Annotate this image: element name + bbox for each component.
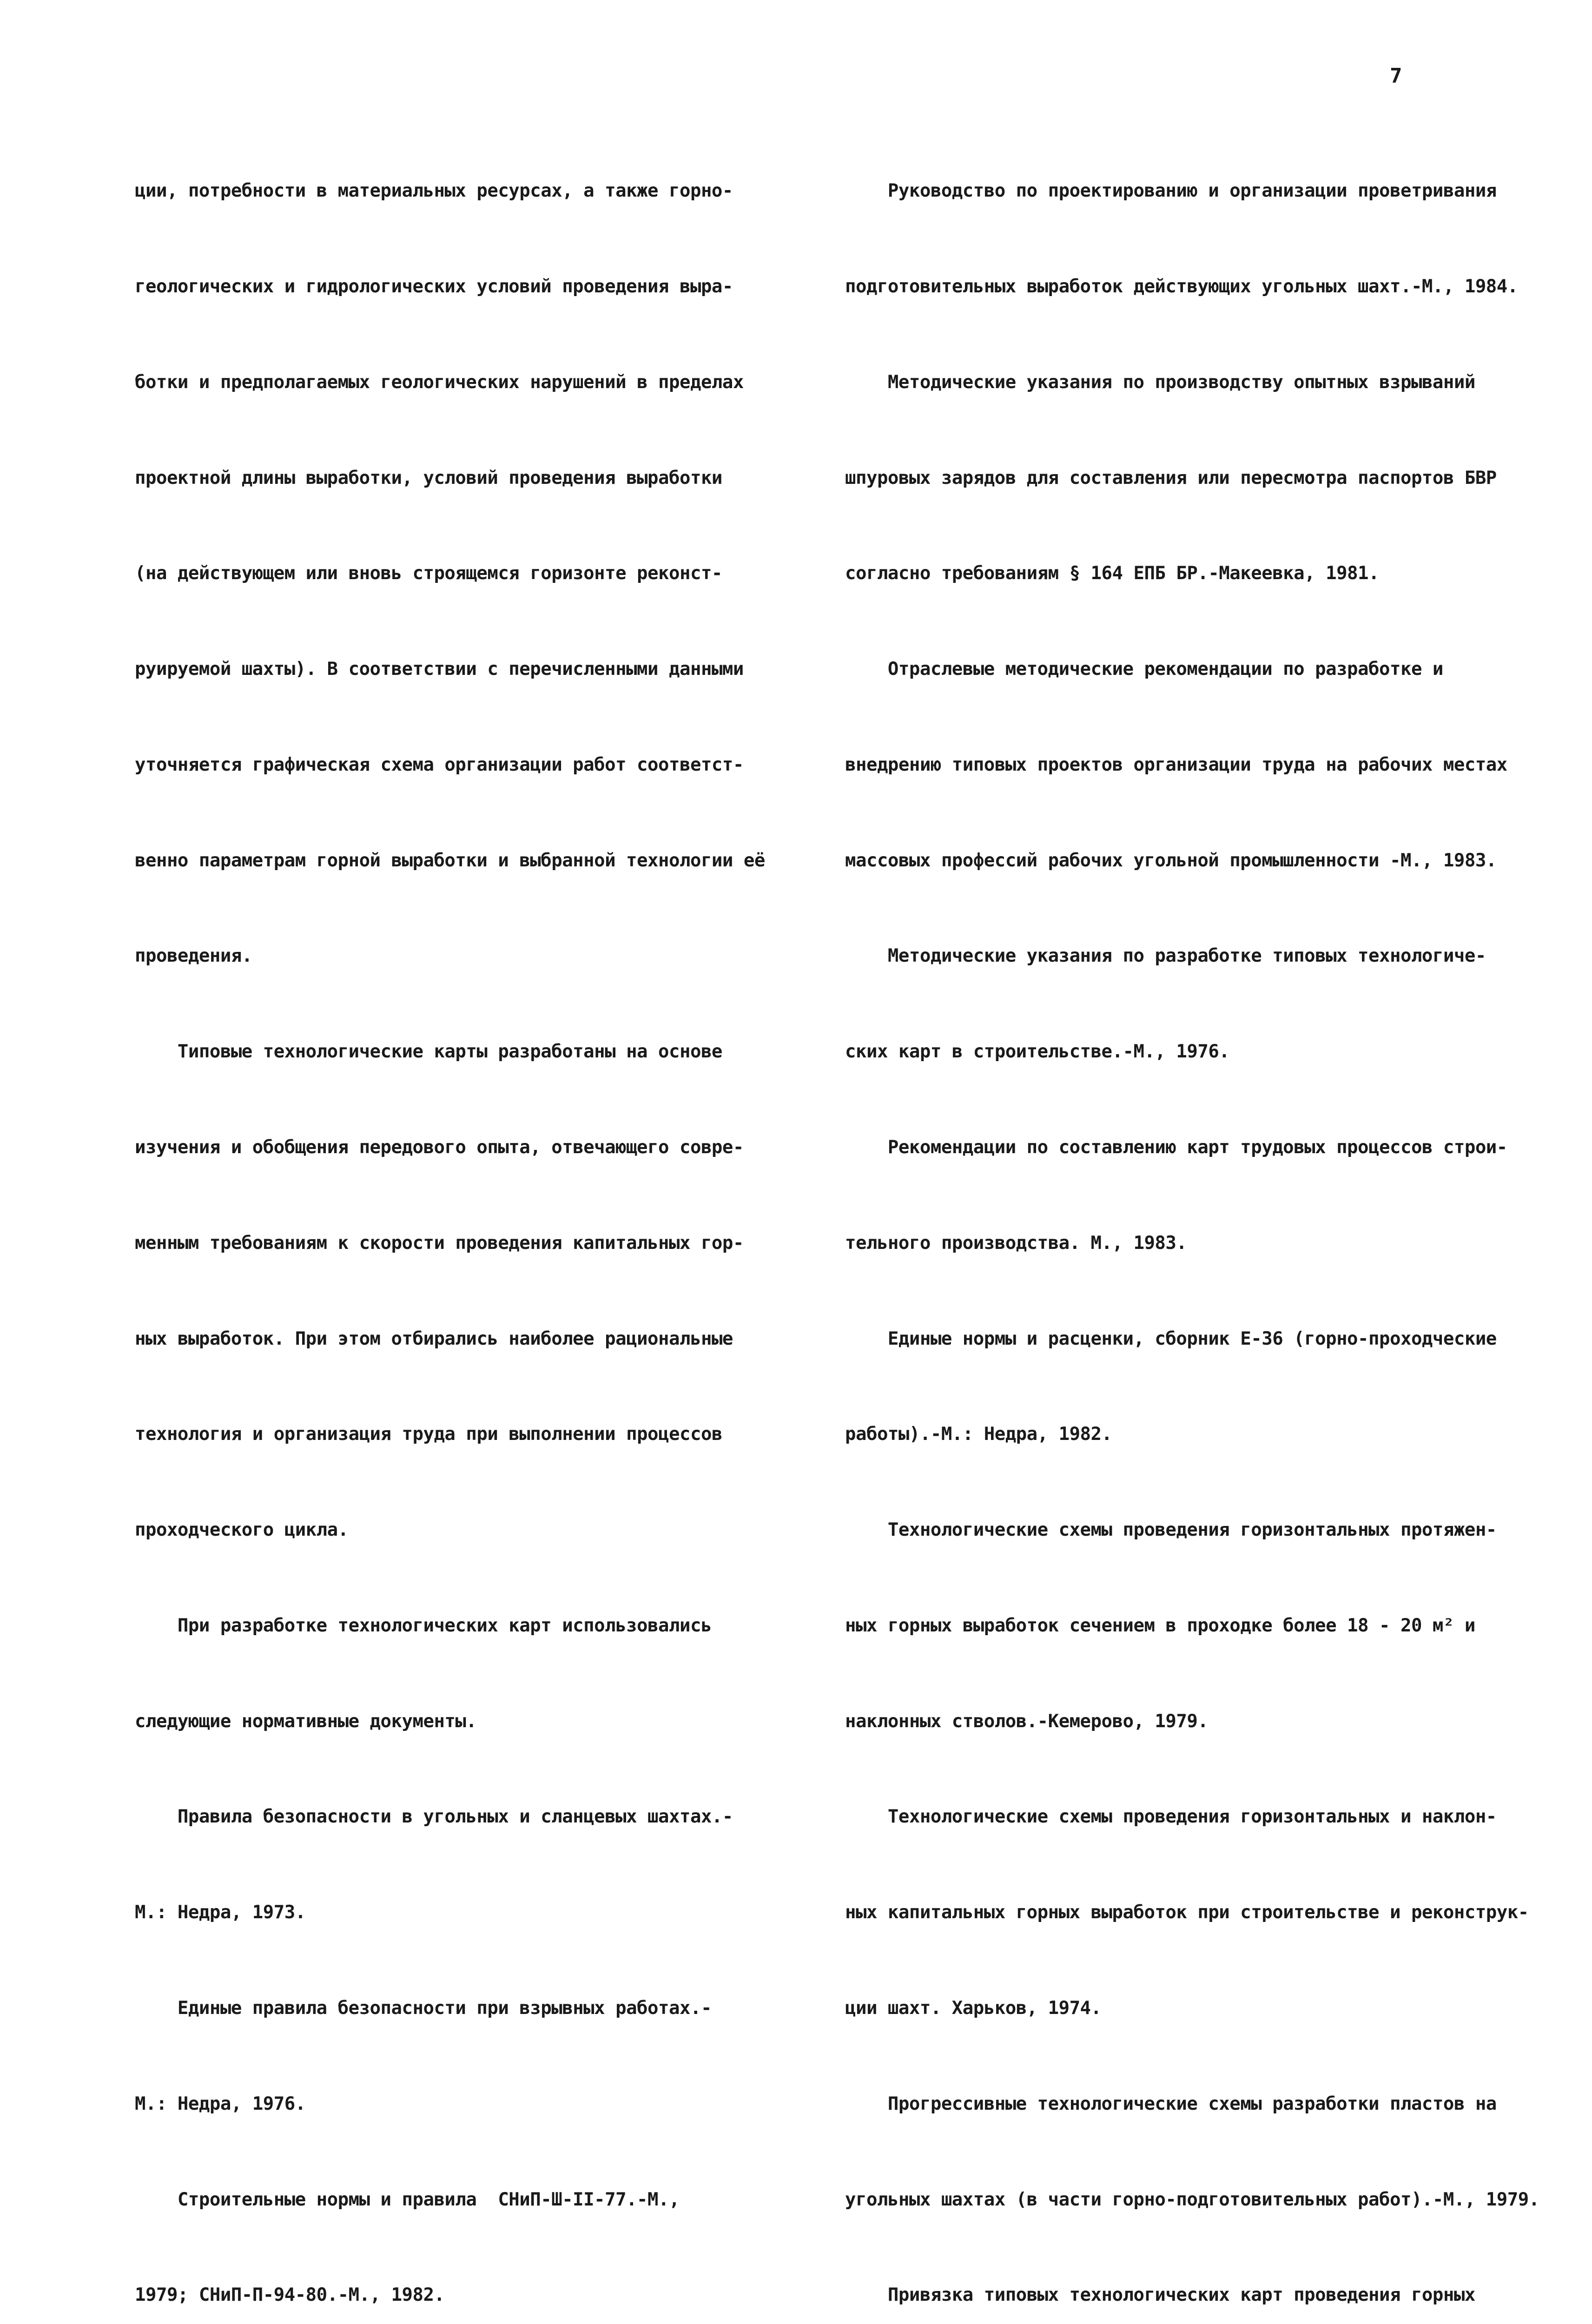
- text-line: ции, потребности в материальных ресурсах, а также горно-: [135, 180, 733, 202]
- text-line: Единые правила безопасности при взрывных работах.-: [135, 1998, 712, 2019]
- text-line: Методические указания по производству опытных взрываний: [845, 371, 1475, 393]
- text-line: геологических и гидрологических условий проведения выра-: [135, 276, 733, 297]
- text-line: (на действующем или вновь строящемся горизонте реконст-: [135, 563, 722, 584]
- text-line: изучения и обобщения передового опыта, отвечающего совре-: [135, 1137, 744, 1158]
- text-line: Руководство по проектированию и организации проветривания: [845, 180, 1497, 202]
- text-line: Типовые технологические карты разработаны на основе: [135, 1041, 722, 1063]
- text-line: уточняется графическая схема организации работ соответст-: [135, 754, 744, 775]
- text-line: внедрению типовых проектов организации труда на рабочих местах: [845, 754, 1507, 775]
- text-line: согласно требованиям § 164 ЕПБ БР.-Макеевка, 1981.: [845, 563, 1379, 584]
- text-line: Единые нормы и расценки, сборник Е-36 (горно-проходческие: [845, 1328, 1497, 1349]
- text-line: шпуровых зарядов для составления или пересмотра паспортов БВР: [845, 467, 1497, 489]
- text-line: следующие нормативные документы.: [135, 1710, 477, 1732]
- text-line: работы).-М.: Недра, 1982.: [845, 1424, 1112, 1445]
- text-line: проведения.: [135, 945, 252, 967]
- text-line: подготовительных выработок действующих угольных шахт.-М., 1984.: [845, 276, 1518, 297]
- text-line: менным требованиям к скорости проведения капитальных гор-: [135, 1232, 744, 1254]
- text-line: Привязка типовых технологических карт проведения горных: [845, 2284, 1475, 2306]
- text-line: ции шахт. Харьков, 1974.: [845, 1998, 1102, 2019]
- right-text-column: [845, 112, 1539, 2324]
- text-line: Прогрессивные технологические схемы разработки пластов на: [845, 2093, 1497, 2114]
- text-line: наклонных стволов.-Кемерово, 1979.: [845, 1710, 1209, 1732]
- text-line: технология и организация труда при выполнении процессов: [135, 1424, 722, 1445]
- text-line: Технологические схемы проведения горизонтальных и наклон-: [845, 1806, 1497, 1828]
- text-line: Технологические схемы проведения горизонтальных протяжен-: [845, 1519, 1497, 1541]
- text-line: тельного производства. М., 1983.: [845, 1232, 1187, 1254]
- text-line: ботки и предполагаемых геологических нарушений в пределах: [135, 371, 744, 393]
- page-number: 7: [1390, 64, 1402, 88]
- text-line: проектной длины выработки, условий проведения выработки: [135, 467, 722, 489]
- text-line: Строительные нормы и правила СНиП-Ш-II-77.-М.,: [135, 2189, 680, 2210]
- text-line: ских карт в строительстве.-М., 1976.: [845, 1041, 1230, 1063]
- text-line: ных горных выработок сечением в проходке более 18 - 20 м² и: [845, 1615, 1475, 1636]
- left-text-column: [135, 112, 765, 2324]
- text-line: руируемой шахты). В соответствии с перечисленными данными: [135, 659, 744, 680]
- text-line: М.: Недра, 1973.: [135, 1902, 306, 1923]
- text-line: массовых профессий рабочих угольной промышленности -М., 1983.: [845, 850, 1497, 871]
- text-line: Методические указания по разработке типовых технологиче-: [845, 945, 1486, 967]
- text-line: При разработке технологических карт использовались: [135, 1615, 712, 1636]
- text-line: венно параметрам горной выработки и выбранной технологии её: [135, 850, 765, 871]
- text-line: М.: Недра, 1976.: [135, 2093, 306, 2114]
- text-line: 1979; СНиП-П-94-80.-М., 1982.: [135, 2284, 445, 2306]
- text-line: проходческого цикла.: [135, 1519, 349, 1541]
- text-line: Правила безопасности в угольных и сланцевых шахтах.-: [135, 1806, 733, 1828]
- text-line: Рекомендации по составлению карт трудовых процессов строи-: [845, 1137, 1507, 1158]
- text-line: Отраслевые методические рекомендации по разработке и: [845, 659, 1443, 680]
- text-line: ных выработок. При этом отбирались наиболее рациональные: [135, 1328, 733, 1349]
- text-line: угольных шахтах (в части горно-подготовительных работ).-М., 1979.: [845, 2189, 1539, 2210]
- text-line: ных капитальных горных выработок при строительстве и реконструк-: [845, 1902, 1529, 1923]
